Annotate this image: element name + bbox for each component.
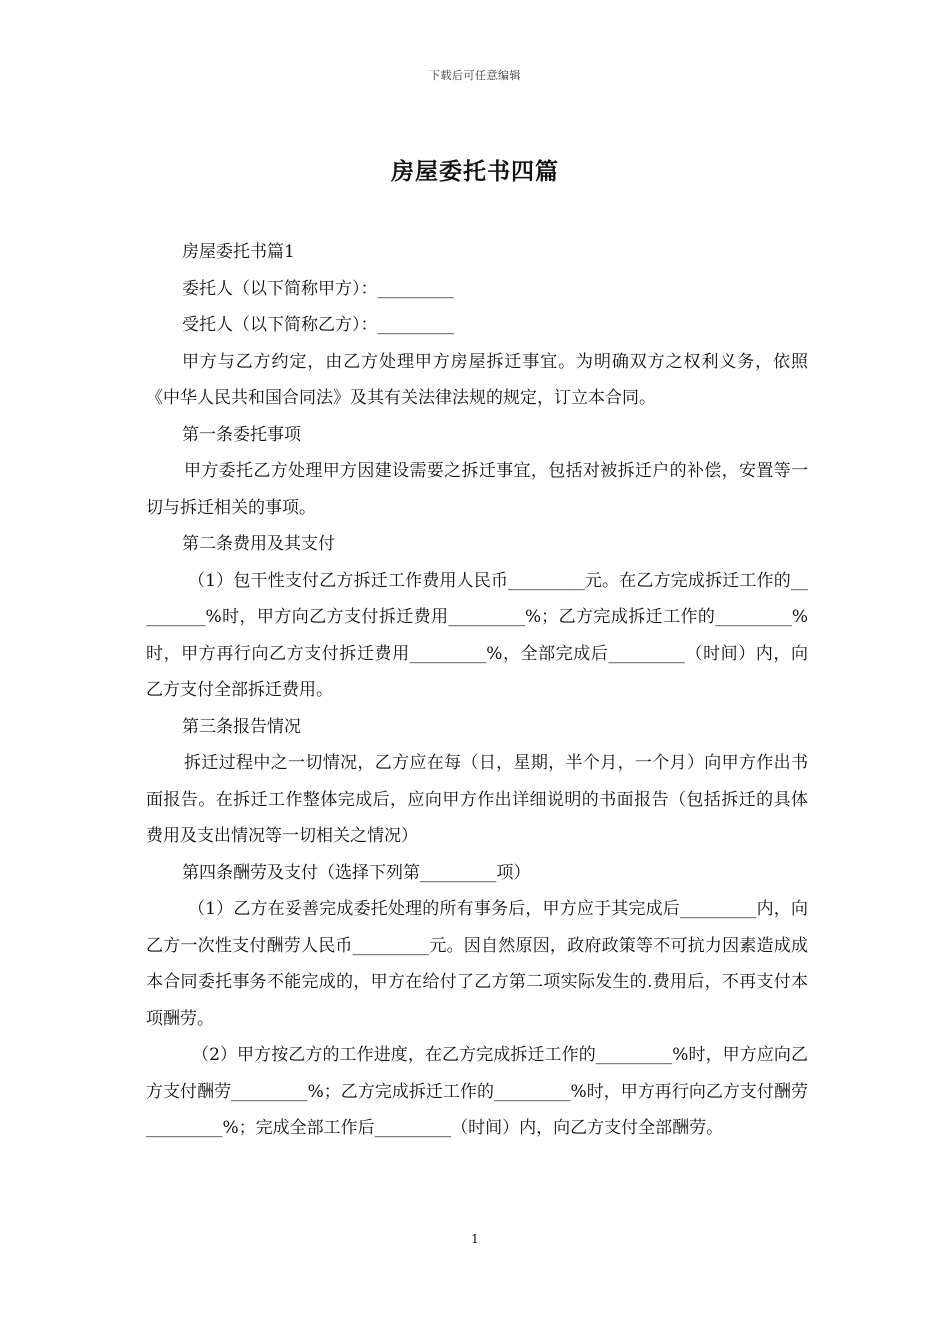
article-2-paragraph: （1）包干性支付乙方拆迁工作费用人民币_________元。在乙方完成拆迁工作的_________%时，甲方向乙方支付拆迁费用_________%；乙方完成拆迁工作的_________%时，甲方再行向乙方支付拆迁费用_________%，全部完成后_________（时间）内，向乙方支付全部拆迁费用。 (146, 570, 808, 700)
document-body (146, 234, 808, 1147)
article-1-heading: 第一条委托事项 (182, 424, 301, 445)
intro-paragraph: 甲方与乙方约定，由乙方处理甲方房屋拆迁事宜。为明确双方之权利义务，依照《中华人民共和国合同法》及其有关法律法规的规定，订立本合同。 (146, 351, 808, 408)
article-4-option-1: （1）乙方在妥善完成委托处理的所有事务后，甲方应于其完成后_________内，向乙方一次性支付酬劳人民币_________元。因自然原因，政府政策等不可抗力因素造成成本合同委托事务不能完成的，甲方在给付了乙方第二项实际发生的.费用后，不再支付本项酬劳。 (146, 899, 808, 1029)
trustee-line: 受托人（以下简称乙方）：_________ (182, 315, 454, 335)
client-line: 委托人（以下简称甲方）：_________ (182, 278, 454, 299)
article-1-paragraph: 甲方委托乙方处理甲方因建设需要之拆迁事宜，包括对被拆迁户的补偿，安置等一切与拆迁相关的事项。 (146, 461, 808, 518)
header-note: 下载后可任意编辑 (429, 69, 521, 82)
article-2-heading: 第二条费用及其支付 (182, 534, 335, 554)
section-heading: 房屋委托书篇1 (182, 242, 295, 262)
article-3-paragraph: 拆迁过程中之一切情况，乙方应在每（日，星期，半个月，一个月）向甲方作出书面报告。在拆迁工作整体完成后，应向甲方作出详细说明的书面报告（包括拆迁的具体费用及支出情况等一切相关之情况） (146, 753, 808, 846)
article-4-heading: 第四条酬劳及支付（选择下列第_________项） (182, 862, 531, 883)
document-title: 房屋委托书四篇 (391, 158, 559, 185)
page-number: 1 (471, 1232, 479, 1246)
article-3-heading: 第三条报告情况 (182, 716, 301, 737)
article-4-option-2: （2）甲方按乙方的工作进度，在乙方完成拆迁工作的_________%时，甲方应向乙方支付酬劳_________%；乙方完成拆迁工作的_________%时，甲方再行向乙方支付酬劳_________%；完成全部工作后_________（时间）内，向乙方支付全部酬劳。 (146, 1045, 808, 1138)
